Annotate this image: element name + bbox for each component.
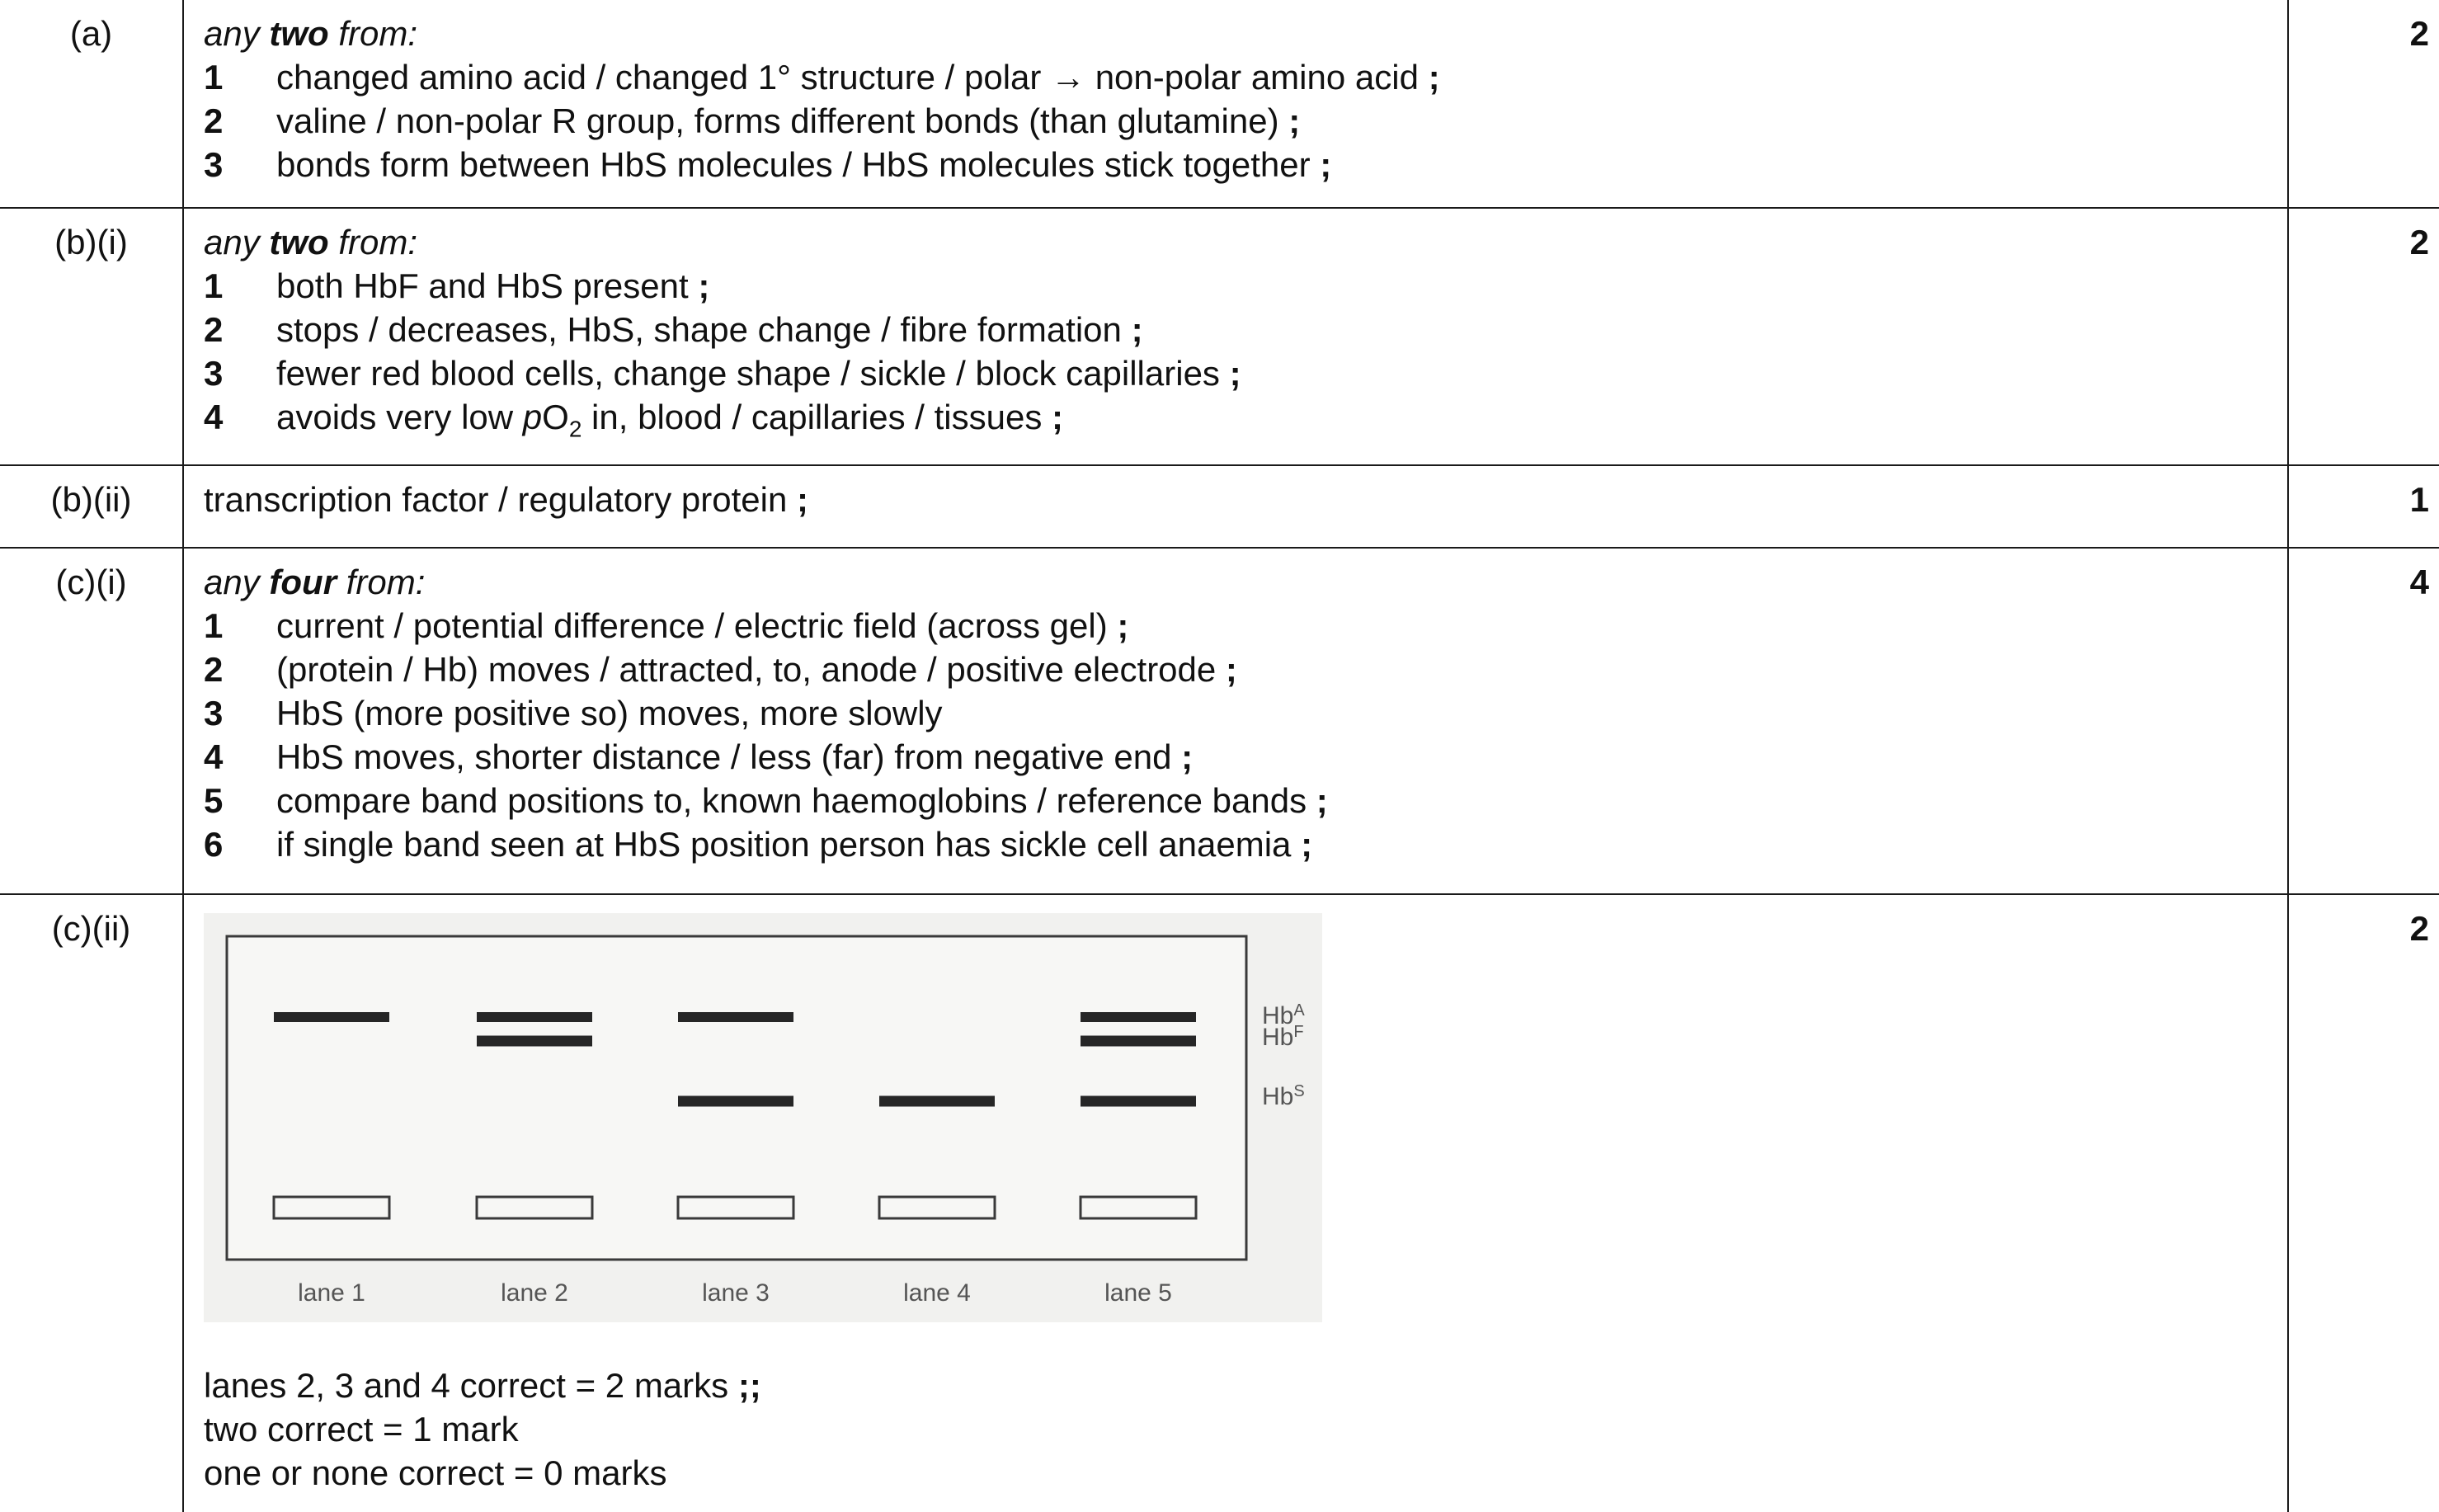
marking-point: 3 bonds form between HbS molecules / HbS molecules stick together ;	[204, 145, 1332, 184]
answer-intro: any four from:	[204, 563, 426, 601]
gel-band	[1081, 1036, 1196, 1047]
gel-electrophoresis-figure	[204, 913, 1322, 1322]
marking-point: 2 valine / non-polar R group, forms different bonds (than glutamine) ;	[204, 101, 1301, 140]
marking-point: 3 fewer red blood cells, change shape / sickle / block capillaries ;	[204, 354, 1241, 393]
gel-diagram	[204, 913, 2287, 1322]
marking-guidance: lanes 2, 3 and 4 correct = 2 marks ;;	[204, 1366, 761, 1405]
row-c-i	[0, 548, 2439, 894]
answer-cell	[183, 208, 2288, 465]
marking-point: 1 current / potential difference / electric field (across gel) ;	[204, 606, 1129, 645]
marks-value: 2	[2288, 894, 2439, 1512]
lane-label: lane 1	[298, 1279, 365, 1307]
marks-value: 4	[2288, 548, 2439, 894]
marks-value: 2	[2288, 208, 2439, 465]
row-a	[0, 0, 2439, 208]
lane-label: lane 3	[702, 1279, 770, 1307]
band-label-hba: $Hb^A$	[1262, 1001, 1305, 1029]
band-label-hbf: $Hb^F$	[1262, 1023, 1304, 1051]
gel-band	[678, 1012, 793, 1022]
marking-point: 6 if single band seen at HbS position person has sickle cell anaemia ;	[204, 825, 1313, 864]
answer-intro: any two from:	[204, 14, 418, 53]
answer-cell	[183, 465, 2288, 548]
row-c-ii	[0, 894, 2439, 1512]
marking-point: 2 (protein / Hb) moves / attracted, to, anode / positive electrode ;	[204, 650, 1237, 689]
question-label: (a)	[0, 0, 183, 208]
question-label: (c)(i)	[0, 548, 183, 894]
marks-value: 1	[2288, 465, 2439, 548]
lane-label: lane 2	[501, 1279, 568, 1307]
marking-point: 4 HbS moves, shorter distance / less (far) from negative end ;	[204, 737, 1194, 776]
marking-point: 5 compare band positions to, known haemoglobins / reference bands ;	[204, 781, 1328, 820]
gel-band	[879, 1096, 995, 1107]
marks-value: 2	[2288, 0, 2439, 208]
gel-band	[1081, 1096, 1196, 1107]
marking-point: 4 avoids very low $pO_2$ in, blood / capillaries / tissues ;	[204, 398, 1063, 442]
lane-label: lane 5	[1104, 1279, 1172, 1307]
row-b-i	[0, 208, 2439, 465]
marking-point: 1 both HbF and HbS present ;	[204, 266, 710, 305]
answer-cell	[183, 0, 2288, 208]
gel-band	[678, 1096, 793, 1107]
question-label: (b)(i)	[0, 208, 183, 465]
row-b-ii	[0, 465, 2439, 548]
gel-band	[477, 1012, 592, 1022]
question-label: (c)(ii)	[0, 894, 183, 1512]
marking-guidance: two correct = 1 mark	[204, 1410, 519, 1448]
band-label-hbs: $Hb^S$	[1262, 1082, 1305, 1110]
answer-text: transcription factor / regulatory protein ;	[204, 480, 809, 519]
gel-band	[274, 1012, 389, 1022]
gel-band	[1081, 1012, 1196, 1022]
answer-intro: any two from:	[204, 223, 418, 261]
marking-point: 3 HbS (more positive so) moves, more slowly	[204, 694, 943, 732]
answer-cell	[183, 548, 2288, 894]
marking-point: 2 stops / decreases, HbS, shape change / fibre formation ;	[204, 310, 1143, 349]
lane-label: lane 4	[903, 1279, 971, 1307]
question-label: (b)(ii)	[0, 465, 183, 548]
gel-band	[477, 1036, 592, 1047]
marking-point: 1 changed amino acid / changed 1° structure / polar → non-polar amino acid ;	[204, 58, 1440, 97]
marking-guidance: one or none correct = 0 marks	[204, 1453, 667, 1492]
answer-cell	[183, 894, 2288, 1512]
